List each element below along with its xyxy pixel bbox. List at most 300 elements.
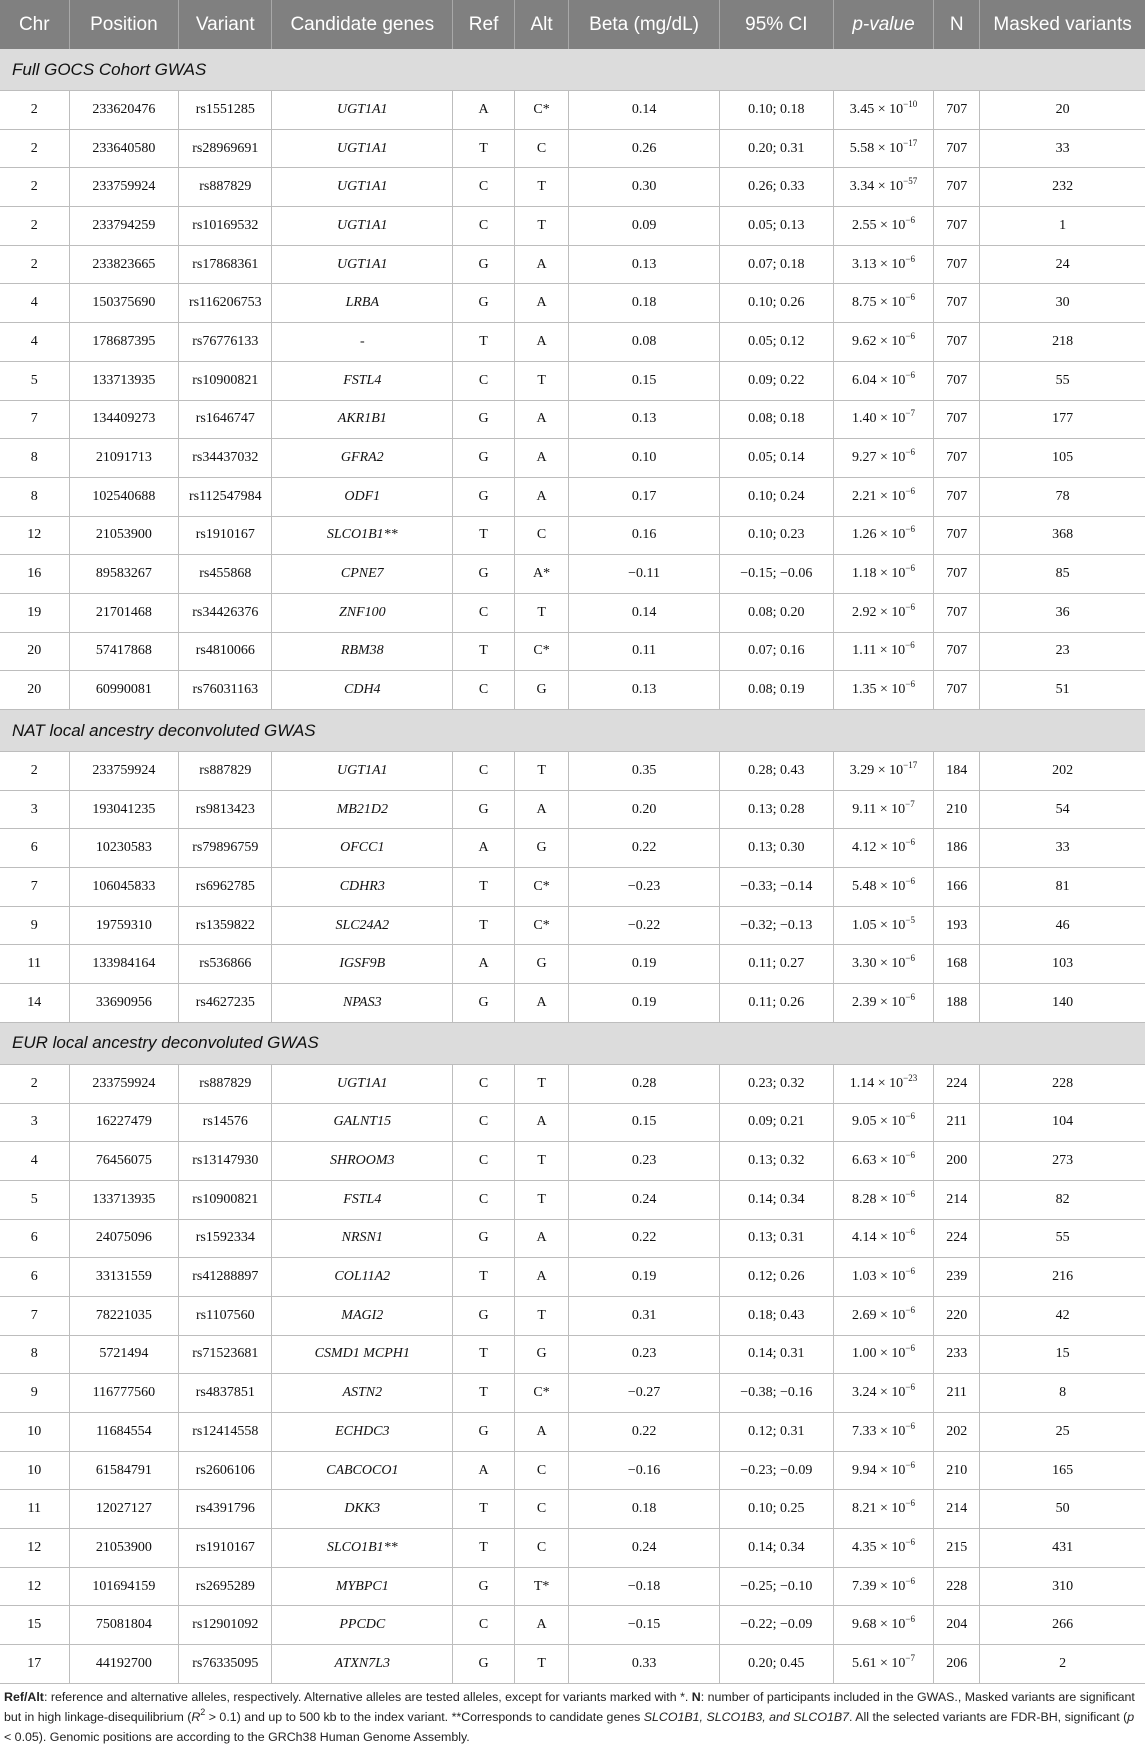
cell-n: 200 <box>934 1142 980 1181</box>
cell-n: 224 <box>934 1219 980 1258</box>
cell-candidate-gene: GALNT15 <box>272 1103 453 1142</box>
table-row <box>0 1413 1145 1452</box>
footnote-r2-symbol: R <box>191 1709 201 1724</box>
p-value-mantissa: 8.75 × 10 <box>852 295 906 311</box>
p-value-mantissa: 5.48 × 10 <box>852 878 906 894</box>
cell-alt: C <box>514 1451 568 1490</box>
cell-p-value <box>833 868 933 907</box>
cell-position: 133713935 <box>69 1180 179 1219</box>
cell-masked-variants: 20 <box>980 91 1145 130</box>
cell-p-value <box>833 207 933 246</box>
cell-alt: T <box>514 1296 568 1335</box>
p-value-mantissa: 2.39 × 10 <box>852 994 906 1010</box>
cell-beta: −0.18 <box>569 1567 720 1606</box>
cell-ci: 0.05; 0.13 <box>719 207 833 246</box>
cell-chr: 2 <box>0 91 69 130</box>
cell-variant: rs116206753 <box>179 284 272 323</box>
cell-beta: 0.26 <box>569 129 720 168</box>
p-value-exponent: −6 <box>905 875 915 886</box>
p-value-mantissa: 4.12 × 10 <box>852 840 906 856</box>
cell-chr: 8 <box>0 439 69 478</box>
cell-position: 178687395 <box>69 323 179 362</box>
cell-beta: −0.11 <box>569 555 720 594</box>
p-value-exponent: −6 <box>905 1111 915 1122</box>
p-value-mantissa: 9.05 × 10 <box>852 1114 906 1130</box>
cell-p-value <box>833 91 933 130</box>
cell-position: 21053900 <box>69 1529 179 1568</box>
cell-candidate-gene: UGT1A1 <box>272 752 453 791</box>
cell-p-value <box>833 593 933 632</box>
cell-ref: C <box>453 752 515 791</box>
footnote-tail: . All the selected variants are FDR-BH, significant ( <box>849 1709 1128 1724</box>
cell-chr: 2 <box>0 1064 69 1103</box>
p-value-mantissa: 3.29 × 10 <box>849 762 904 778</box>
cell-candidate-gene: CABCOCO1 <box>272 1451 453 1490</box>
p-value-exponent: −6 <box>905 1536 915 1547</box>
section-title: NAT local ancestry deconvoluted GWAS <box>0 710 1145 752</box>
cell-p-value <box>833 752 933 791</box>
cell-position: 101694159 <box>69 1567 179 1606</box>
p-value-mantissa: 1.11 × 10 <box>852 643 906 659</box>
cell-ref: A <box>453 945 515 984</box>
table-row <box>0 1451 1145 1490</box>
cell-p-value <box>833 516 933 555</box>
section-title: EUR local ancestry deconvoluted GWAS <box>0 1022 1145 1064</box>
cell-alt: A <box>514 400 568 439</box>
p-value-mantissa: 6.04 × 10 <box>852 372 906 388</box>
cell-variant: rs1592334 <box>179 1219 272 1258</box>
table-row <box>0 129 1145 168</box>
cell-masked-variants: 177 <box>980 400 1145 439</box>
cell-ci: 0.07; 0.16 <box>719 632 833 671</box>
table-row <box>0 868 1145 907</box>
cell-beta: 0.28 <box>569 1064 720 1103</box>
cell-n: 168 <box>934 945 980 984</box>
p-value-exponent: −6 <box>905 953 915 964</box>
cell-candidate-gene: DKK3 <box>272 1490 453 1529</box>
cell-n: 214 <box>934 1180 980 1219</box>
cell-masked-variants: 266 <box>980 1606 1145 1645</box>
cell-p-value <box>833 671 933 710</box>
cell-chr: 19 <box>0 593 69 632</box>
cell-chr: 7 <box>0 1296 69 1335</box>
p-value-mantissa: 1.14 × 10 <box>849 1075 904 1091</box>
cell-candidate-gene: CDH4 <box>272 671 453 710</box>
cell-p-value <box>833 906 933 945</box>
header-p-value: p-value <box>833 0 933 49</box>
p-value-mantissa: 1.40 × 10 <box>852 411 906 427</box>
cell-n: 166 <box>934 868 980 907</box>
p-value-exponent: −17 <box>903 137 918 148</box>
cell-variant: rs71523681 <box>179 1335 272 1374</box>
cell-chr: 17 <box>0 1645 69 1684</box>
cell-chr: 2 <box>0 168 69 207</box>
table-row <box>0 671 1145 710</box>
cell-beta: 0.11 <box>569 632 720 671</box>
p-value-mantissa: 2.92 × 10 <box>852 604 906 620</box>
table-row <box>0 91 1145 130</box>
p-value-exponent: −6 <box>905 214 915 225</box>
table-row <box>0 1064 1145 1103</box>
cell-alt: A <box>514 1219 568 1258</box>
cell-variant: rs1910167 <box>179 516 272 555</box>
cell-position: 11684554 <box>69 1413 179 1452</box>
cell-ci: −0.33; −0.14 <box>719 868 833 907</box>
cell-variant: rs34426376 <box>179 593 272 632</box>
cell-masked-variants: 55 <box>980 1219 1145 1258</box>
cell-beta: 0.16 <box>569 516 720 555</box>
cell-p-value <box>833 1296 933 1335</box>
header-ci: 95% CI <box>719 0 833 49</box>
cell-candidate-gene: UGT1A1 <box>272 207 453 246</box>
section-header-row <box>0 49 1145 91</box>
p-value-mantissa: 7.39 × 10 <box>852 1578 906 1594</box>
cell-position: 19759310 <box>69 906 179 945</box>
cell-candidate-gene: UGT1A1 <box>272 1064 453 1103</box>
cell-ref: C <box>453 361 515 400</box>
cell-ci: 0.08; 0.19 <box>719 671 833 710</box>
header-beta: Beta (mg/dL) <box>569 0 720 49</box>
cell-position: 102540688 <box>69 477 179 516</box>
cell-n: 188 <box>934 984 980 1023</box>
p-value-exponent: −7 <box>905 408 915 419</box>
cell-variant: rs4627235 <box>179 984 272 1023</box>
cell-variant: rs1359822 <box>179 906 272 945</box>
cell-position: 233640580 <box>69 129 179 168</box>
cell-beta: 0.14 <box>569 91 720 130</box>
cell-masked-variants: 273 <box>980 1142 1145 1181</box>
cell-beta: 0.19 <box>569 984 720 1023</box>
cell-candidate-gene: AKR1B1 <box>272 400 453 439</box>
cell-position: 16227479 <box>69 1103 179 1142</box>
cell-position: 33690956 <box>69 984 179 1023</box>
cell-variant: rs1107560 <box>179 1296 272 1335</box>
cell-beta: 0.08 <box>569 323 720 362</box>
cell-ci: −0.22; −0.09 <box>719 1606 833 1645</box>
cell-masked-variants: 85 <box>980 555 1145 594</box>
p-value-mantissa: 3.45 × 10 <box>849 101 904 117</box>
cell-n: 707 <box>934 284 980 323</box>
cell-beta: 0.14 <box>569 593 720 632</box>
cell-p-value <box>833 1180 933 1219</box>
p-value-mantissa: 3.30 × 10 <box>852 956 906 972</box>
cell-p-value <box>833 361 933 400</box>
cell-position: 233759924 <box>69 168 179 207</box>
p-value-exponent: −6 <box>905 1382 915 1393</box>
cell-masked-variants: 165 <box>980 1451 1145 1490</box>
cell-position: 133713935 <box>69 361 179 400</box>
cell-chr: 2 <box>0 752 69 791</box>
cell-chr: 7 <box>0 400 69 439</box>
cell-ci: 0.09; 0.21 <box>719 1103 833 1142</box>
cell-variant: rs12901092 <box>179 1606 272 1645</box>
cell-alt: C <box>514 129 568 168</box>
cell-p-value <box>833 1103 933 1142</box>
section-header-row <box>0 710 1145 752</box>
cell-candidate-gene: COL11A2 <box>272 1258 453 1297</box>
p-value-mantissa: 9.94 × 10 <box>852 1462 906 1478</box>
cell-alt: T* <box>514 1567 568 1606</box>
p-value-mantissa: 1.18 × 10 <box>852 566 906 582</box>
cell-alt: C* <box>514 91 568 130</box>
cell-chr: 3 <box>0 790 69 829</box>
p-value-exponent: −6 <box>905 485 915 496</box>
cell-masked-variants: 216 <box>980 1258 1145 1297</box>
header-position: Position <box>69 0 179 49</box>
cell-variant: rs1910167 <box>179 1529 272 1568</box>
table-row <box>0 1258 1145 1297</box>
cell-position: 44192700 <box>69 1645 179 1684</box>
cell-ci: 0.12; 0.31 <box>719 1413 833 1452</box>
cell-p-value <box>833 984 933 1023</box>
cell-candidate-gene: SHROOM3 <box>272 1142 453 1181</box>
p-value-mantissa: 8.28 × 10 <box>852 1191 906 1207</box>
cell-position: 233759924 <box>69 752 179 791</box>
cell-p-value <box>833 1606 933 1645</box>
cell-n: 239 <box>934 1258 980 1297</box>
cell-variant: rs1551285 <box>179 91 272 130</box>
p-value-mantissa: 1.05 × 10 <box>852 917 906 933</box>
cell-position: 233620476 <box>69 91 179 130</box>
table-body <box>0 49 1145 1683</box>
cell-position: 106045833 <box>69 868 179 907</box>
cell-n: 707 <box>934 671 980 710</box>
cell-alt: A* <box>514 555 568 594</box>
p-value-exponent: −6 <box>905 837 915 848</box>
p-value-exponent: −6 <box>905 1188 915 1199</box>
cell-ref: C <box>453 168 515 207</box>
cell-chr: 7 <box>0 868 69 907</box>
cell-position: 21701468 <box>69 593 179 632</box>
cell-ref: T <box>453 129 515 168</box>
cell-candidate-gene: MAGI2 <box>272 1296 453 1335</box>
cell-ci: 0.18; 0.43 <box>719 1296 833 1335</box>
cell-beta: 0.22 <box>569 829 720 868</box>
cell-n: 707 <box>934 207 980 246</box>
cell-masked-variants: 25 <box>980 1413 1145 1452</box>
cell-chr: 4 <box>0 323 69 362</box>
p-value-mantissa: 1.03 × 10 <box>852 1269 906 1285</box>
cell-p-value <box>833 1645 933 1684</box>
cell-chr: 4 <box>0 1142 69 1181</box>
cell-ref: T <box>453 516 515 555</box>
cell-ref: G <box>453 984 515 1023</box>
cell-variant: rs6962785 <box>179 868 272 907</box>
cell-position: 116777560 <box>69 1374 179 1413</box>
cell-alt: A <box>514 284 568 323</box>
cell-masked-variants: 42 <box>980 1296 1145 1335</box>
cell-position: 89583267 <box>69 555 179 594</box>
cell-variant: rs79896759 <box>179 829 272 868</box>
cell-n: 707 <box>934 477 980 516</box>
p-value-exponent: −6 <box>905 1575 915 1586</box>
cell-position: 57417868 <box>69 632 179 671</box>
cell-masked-variants: 431 <box>980 1529 1145 1568</box>
cell-chr: 8 <box>0 1335 69 1374</box>
cell-candidate-gene: FSTL4 <box>272 1180 453 1219</box>
cell-ci: 0.13; 0.30 <box>719 829 833 868</box>
cell-ref: G <box>453 477 515 516</box>
cell-ci: 0.20; 0.31 <box>719 129 833 168</box>
cell-variant: rs13147930 <box>179 1142 272 1181</box>
cell-beta: 0.31 <box>569 1296 720 1335</box>
cell-masked-variants: 218 <box>980 323 1145 362</box>
header-chr: Chr <box>0 0 69 49</box>
cell-ref: T <box>453 868 515 907</box>
cell-n: 707 <box>934 632 980 671</box>
cell-alt: A <box>514 1258 568 1297</box>
cell-alt: T <box>514 752 568 791</box>
cell-ci: 0.14; 0.34 <box>719 1529 833 1568</box>
p-value-exponent: −57 <box>903 176 918 187</box>
cell-alt: C <box>514 516 568 555</box>
cell-position: 75081804 <box>69 1606 179 1645</box>
cell-beta: 0.19 <box>569 1258 720 1297</box>
cell-alt: A <box>514 477 568 516</box>
cell-p-value <box>833 829 933 868</box>
cell-ref: A <box>453 1451 515 1490</box>
table-row <box>0 284 1145 323</box>
cell-beta: 0.13 <box>569 671 720 710</box>
cell-variant: rs4837851 <box>179 1374 272 1413</box>
cell-masked-variants: 51 <box>980 671 1145 710</box>
p-value-exponent: −6 <box>905 524 915 535</box>
cell-chr: 16 <box>0 555 69 594</box>
cell-position: 150375690 <box>69 284 179 323</box>
table-header-row <box>0 0 1145 49</box>
cell-alt: A <box>514 245 568 284</box>
cell-alt: A <box>514 1413 568 1452</box>
table-row <box>0 945 1145 984</box>
cell-chr: 12 <box>0 1567 69 1606</box>
cell-masked-variants: 368 <box>980 516 1145 555</box>
cell-chr: 11 <box>0 945 69 984</box>
cell-ref: A <box>453 91 515 130</box>
cell-beta: 0.20 <box>569 790 720 829</box>
cell-ci: 0.05; 0.12 <box>719 323 833 362</box>
cell-variant: rs4810066 <box>179 632 272 671</box>
cell-beta: 0.22 <box>569 1413 720 1452</box>
p-value-mantissa: 5.58 × 10 <box>849 140 904 156</box>
header-variant: Variant <box>179 0 272 49</box>
cell-variant: rs455868 <box>179 555 272 594</box>
cell-n: 707 <box>934 323 980 362</box>
p-value-exponent: −6 <box>905 1266 915 1277</box>
cell-p-value <box>833 284 933 323</box>
cell-n: 707 <box>934 168 980 207</box>
cell-chr: 12 <box>0 1529 69 1568</box>
cell-ref: C <box>453 1606 515 1645</box>
cell-ref: C <box>453 1180 515 1219</box>
cell-p-value <box>833 168 933 207</box>
cell-masked-variants: 228 <box>980 1064 1145 1103</box>
cell-beta: 0.22 <box>569 1219 720 1258</box>
cell-masked-variants: 23 <box>980 632 1145 671</box>
cell-ci: 0.14; 0.31 <box>719 1335 833 1374</box>
cell-variant: rs34437032 <box>179 439 272 478</box>
cell-chr: 8 <box>0 477 69 516</box>
table-row <box>0 361 1145 400</box>
p-value-exponent: −6 <box>905 679 915 690</box>
p-value-exponent: −5 <box>905 914 915 925</box>
cell-position: 21091713 <box>69 439 179 478</box>
p-value-exponent: −6 <box>905 1227 915 1238</box>
cell-p-value <box>833 1219 933 1258</box>
p-value-mantissa: 6.63 × 10 <box>852 1153 906 1169</box>
p-value-mantissa: 9.27 × 10 <box>852 450 906 466</box>
cell-ci: 0.14; 0.34 <box>719 1180 833 1219</box>
cell-ci: −0.15; −0.06 <box>719 555 833 594</box>
section-title: Full GOCS Cohort GWAS <box>0 49 1145 91</box>
cell-variant: rs17868361 <box>179 245 272 284</box>
cell-ci: −0.23; −0.09 <box>719 1451 833 1490</box>
cell-beta: 0.18 <box>569 284 720 323</box>
cell-chr: 10 <box>0 1451 69 1490</box>
cell-candidate-gene: SLCO1B1** <box>272 1529 453 1568</box>
cell-beta: 0.17 <box>569 477 720 516</box>
p-value-mantissa: 3.24 × 10 <box>852 1385 906 1401</box>
cell-ci: −0.25; −0.10 <box>719 1567 833 1606</box>
cell-ci: 0.09; 0.22 <box>719 361 833 400</box>
cell-p-value <box>833 1413 933 1452</box>
cell-masked-variants: 104 <box>980 1103 1145 1142</box>
cell-alt: C* <box>514 868 568 907</box>
cell-ref: T <box>453 1374 515 1413</box>
cell-ci: 0.11; 0.26 <box>719 984 833 1023</box>
cell-candidate-gene: OFCC1 <box>272 829 453 868</box>
cell-chr: 6 <box>0 1258 69 1297</box>
p-value-exponent: −6 <box>905 1420 915 1431</box>
cell-ref: T <box>453 906 515 945</box>
p-value-exponent: −6 <box>905 1614 915 1625</box>
cell-candidate-gene: UGT1A1 <box>272 245 453 284</box>
cell-candidate-gene: NPAS3 <box>272 984 453 1023</box>
cell-ref: C <box>453 1103 515 1142</box>
cell-ci: 0.10; 0.25 <box>719 1490 833 1529</box>
cell-masked-variants: 1 <box>980 207 1145 246</box>
cell-n: 210 <box>934 1451 980 1490</box>
cell-beta: 0.09 <box>569 207 720 246</box>
cell-candidate-gene: UGT1A1 <box>272 129 453 168</box>
p-value-exponent: −6 <box>905 601 915 612</box>
cell-p-value <box>833 400 933 439</box>
cell-masked-variants: 55 <box>980 361 1145 400</box>
cell-candidate-gene: IGSF9B <box>272 945 453 984</box>
cell-variant: rs2606106 <box>179 1451 272 1490</box>
p-value-exponent: −6 <box>905 1304 915 1315</box>
cell-ref: G <box>453 1413 515 1452</box>
table-row <box>0 1606 1145 1645</box>
cell-ref: G <box>453 1219 515 1258</box>
cell-n: 220 <box>934 1296 980 1335</box>
cell-n: 210 <box>934 790 980 829</box>
cell-beta: 0.24 <box>569 1180 720 1219</box>
p-value-mantissa: 7.33 × 10 <box>852 1423 906 1439</box>
cell-alt: C* <box>514 632 568 671</box>
cell-ci: 0.13; 0.32 <box>719 1142 833 1181</box>
cell-masked-variants: 15 <box>980 1335 1145 1374</box>
cell-alt: T <box>514 207 568 246</box>
cell-candidate-gene: UGT1A1 <box>272 168 453 207</box>
cell-beta: 0.19 <box>569 945 720 984</box>
cell-ci: 0.05; 0.14 <box>719 439 833 478</box>
cell-variant: rs10169532 <box>179 207 272 246</box>
cell-candidate-gene: - <box>272 323 453 362</box>
cell-alt: A <box>514 984 568 1023</box>
cell-ref: C <box>453 1064 515 1103</box>
table-row <box>0 1645 1145 1684</box>
cell-p-value <box>833 1374 933 1413</box>
